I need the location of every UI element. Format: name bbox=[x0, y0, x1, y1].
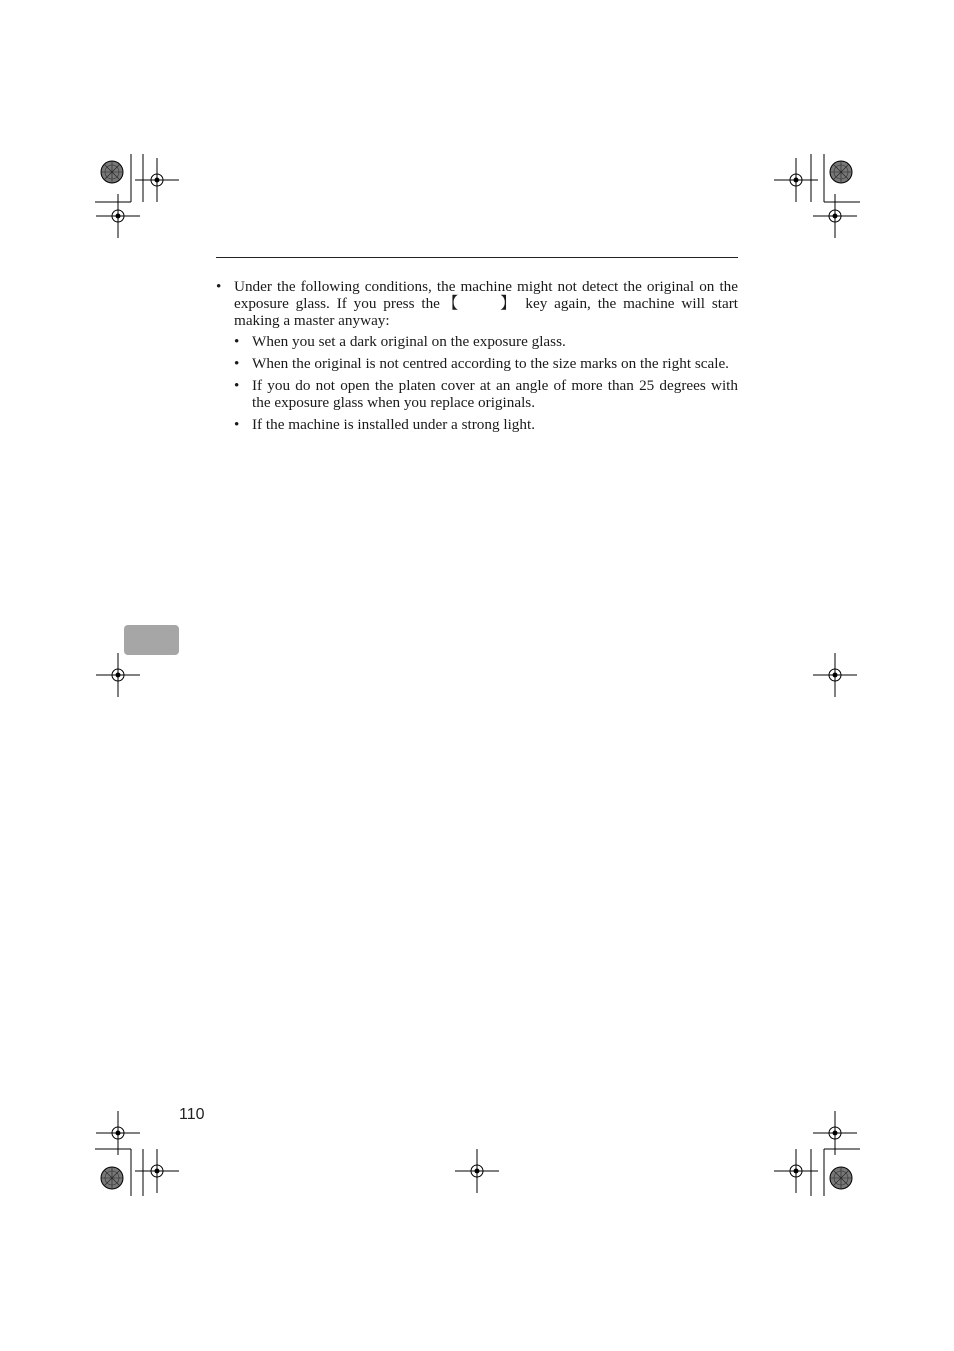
condition-text: When you set a dark original on the exposure glass. bbox=[252, 333, 566, 350]
bullet: • bbox=[234, 355, 240, 372]
registration-mark-mid-left bbox=[96, 653, 140, 697]
registration-mark-mid-right bbox=[813, 653, 857, 697]
intro-text: Under the following conditions, the machine might not detect the original on the exposure glass. If you press the bbox=[234, 278, 738, 312]
list-item bbox=[234, 355, 738, 372]
registration-mark-top-left bbox=[95, 154, 179, 238]
condition-text: If you do not open the platen cover at an angle of more than 25 degrees with the exposure glass when you replace originals. bbox=[252, 377, 738, 411]
key-close-bracket: 】 bbox=[497, 295, 519, 312]
intro-tail: key again, the machine will start making a master anyway: bbox=[234, 295, 739, 329]
registration-mark-bottom-left bbox=[95, 1111, 179, 1196]
condition-text: If the machine is installed under a strong light. bbox=[252, 416, 536, 433]
page-number: 110 bbox=[179, 1106, 205, 1123]
header-rule bbox=[216, 257, 738, 258]
condition-list bbox=[234, 333, 738, 433]
list-item bbox=[234, 416, 738, 433]
bullet: • bbox=[216, 278, 222, 295]
page-content bbox=[216, 278, 738, 438]
list-item bbox=[234, 377, 738, 411]
registration-mark-top-right bbox=[774, 154, 860, 238]
note-item bbox=[216, 278, 738, 433]
bullet: • bbox=[234, 377, 240, 394]
registration-mark-bottom-center bbox=[455, 1149, 499, 1193]
bullet: • bbox=[234, 416, 240, 433]
bullet: • bbox=[234, 333, 240, 350]
list-item bbox=[234, 333, 738, 350]
condition-text: When the original is not centred according to the size marks on the right scale. bbox=[252, 355, 729, 372]
key-open-bracket: 【 bbox=[439, 295, 462, 312]
registration-mark-bottom-right bbox=[774, 1111, 860, 1196]
chapter-tab bbox=[124, 625, 179, 655]
